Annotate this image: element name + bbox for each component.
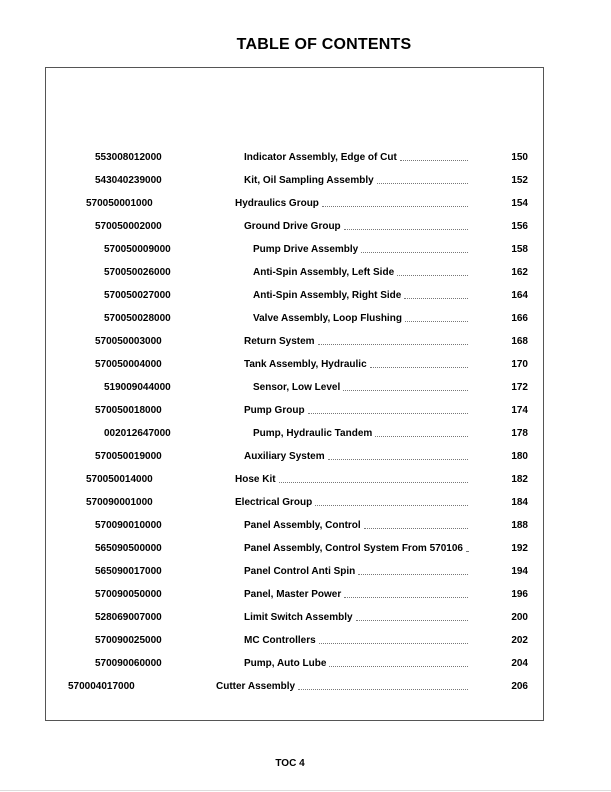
dot-leader [356,620,468,621]
dot-leader [466,551,468,552]
dot-leader [279,482,468,483]
page-number: 162 [511,267,528,278]
entry-title: Pump, Auto Lube [244,658,327,669]
entry-title-group [244,519,468,533]
part-number: 553008012000 [95,152,162,163]
part-number: 570050004000 [95,359,162,370]
toc-entry[interactable] [0,197,611,211]
toc-entry[interactable] [0,243,611,257]
entry-title-group [244,174,468,188]
part-number: 570050014000 [86,474,153,485]
entry-title: Kit, Oil Sampling Assembly [244,175,374,186]
entry-title: Panel Assembly, Control System From 570106 [244,543,463,554]
entry-title: MC Controllers [244,635,316,646]
entry-title-group [235,197,468,211]
dot-leader [319,643,468,644]
part-number: 565090017000 [95,566,162,577]
toc-entry[interactable] [0,680,611,694]
page-number: 170 [511,359,528,370]
entry-title: Pump Group [244,405,305,416]
entry-title: Cutter Assembly [216,681,296,692]
entry-title-group [244,634,468,648]
entry-title-group [216,680,468,694]
entry-title-group [244,151,468,165]
dot-leader [377,183,468,184]
dot-leader [400,160,468,161]
page-number: 154 [511,198,528,209]
page-number: 172 [511,382,528,393]
part-number: 570090060000 [95,658,162,669]
entry-title-group [253,381,468,395]
dot-leader [329,666,468,667]
dot-leader [322,206,468,207]
page-number: 150 [511,152,528,163]
toc-entry[interactable] [0,565,611,579]
toc-entry[interactable] [0,542,611,556]
page-number: 164 [511,290,528,301]
dot-leader [308,413,468,414]
entry-title: Panel Control Anti Spin [244,566,356,577]
part-number: 570004017000 [68,681,135,692]
page-number: 158 [511,244,528,255]
entry-title: Electrical Group [235,497,313,508]
toc-entry[interactable] [0,381,611,395]
part-number: 570090025000 [95,635,162,646]
dot-leader [358,574,468,575]
toc-entry[interactable] [0,404,611,418]
toc-entry[interactable] [0,220,611,234]
entry-title-group [244,565,468,579]
page-number: 184 [511,497,528,508]
entry-title-group [244,542,468,556]
part-number: 570090050000 [95,589,162,600]
entry-title: Hose Kit [235,474,276,485]
page-number: 188 [511,520,528,531]
entry-title: Return System [244,336,315,347]
page-title: TABLE OF CONTENTS [236,36,412,53]
entry-title-group [244,358,468,372]
dot-leader [404,298,468,299]
entry-title: Hydraulics Group [235,198,319,209]
part-number: 565090500000 [95,543,162,554]
part-number: 570050001000 [86,198,153,209]
toc-entry[interactable] [0,427,611,441]
dot-leader [343,390,468,391]
entry-title: Anti-Spin Assembly, Right Side [253,290,402,301]
page-number: 156 [511,221,528,232]
part-number: 570090001000 [86,497,153,508]
part-number: 570050028000 [104,313,171,324]
entry-title-group [253,289,468,303]
entry-title-group [235,496,468,510]
entry-title: Panel Assembly, Control [244,520,361,531]
dot-leader [361,252,468,253]
toc-entry[interactable] [0,266,611,280]
page-number: 174 [511,405,528,416]
dot-leader [397,275,468,276]
page-number: 192 [511,543,528,554]
entry-title-group [244,611,468,625]
toc-entry[interactable] [0,611,611,625]
entry-title: Anti-Spin Assembly, Left Side [253,267,395,278]
page-number: 168 [511,336,528,347]
toc-entry[interactable] [0,312,611,326]
part-number: 570050009000 [104,244,171,255]
part-number: 570050019000 [95,451,162,462]
page-footer: TOC 4 [275,758,305,769]
dot-leader [364,528,468,529]
toc-entry[interactable] [0,657,611,671]
entry-title-group [244,220,468,234]
toc-entry[interactable] [0,450,611,464]
dot-leader [318,344,468,345]
part-number: 570050026000 [104,267,171,278]
part-number: 570090010000 [95,520,162,531]
toc-entry[interactable] [0,519,611,533]
bottom-divider [0,790,611,791]
dot-leader [344,597,468,598]
entry-title: Limit Switch Assembly [244,612,353,623]
part-number: 570050018000 [95,405,162,416]
toc-entry[interactable] [0,473,611,487]
page-number: 180 [511,451,528,462]
page-number: 194 [511,566,528,577]
entry-title-group [253,427,468,441]
entry-title-group [244,657,468,671]
entry-title: Tank Assembly, Hydraulic [244,359,367,370]
entry-title: Panel, Master Power [244,589,342,600]
dot-leader [375,436,468,437]
page-number: 178 [511,428,528,439]
entry-title-group [253,312,468,326]
part-number: 002012647000 [104,428,171,439]
page-number: 202 [511,635,528,646]
entry-title: Pump Drive Assembly [253,244,359,255]
dot-leader [405,321,468,322]
entry-title-group [235,473,468,487]
part-number: 519009044000 [104,382,171,393]
page-number: 196 [511,589,528,600]
entry-title-group [253,243,468,257]
entry-title: Ground Drive Group [244,221,341,232]
entry-title: Pump, Hydraulic Tandem [253,428,373,439]
part-number: 570050002000 [95,221,162,232]
toc-entry[interactable] [0,634,611,648]
toc-entry[interactable] [0,151,611,165]
dot-leader [344,229,468,230]
dot-leader [298,689,468,690]
dot-leader [315,505,468,506]
dot-leader [370,367,468,368]
entry-title-group [244,404,468,418]
part-number: 570050003000 [95,336,162,347]
toc-entry[interactable] [0,496,611,510]
entry-title: Valve Assembly, Loop Flushing [253,313,402,324]
page-number: 206 [511,681,528,692]
entry-title: Indicator Assembly, Edge of Cut [244,152,397,163]
page-number: 204 [511,658,528,669]
dot-leader [328,459,468,460]
page-number: 152 [511,175,528,186]
page-number: 182 [511,474,528,485]
entry-title: Auxiliary System [244,451,325,462]
page-number: 166 [511,313,528,324]
part-number: 543040239000 [95,175,162,186]
page-number: 200 [511,612,528,623]
toc-entry[interactable] [0,335,611,349]
toc-entry[interactable] [0,174,611,188]
part-number: 528069007000 [95,612,162,623]
toc-entry[interactable] [0,289,611,303]
entry-title-group [244,450,468,464]
entry-title: Sensor, Low Level [253,382,341,393]
toc-entry[interactable] [0,358,611,372]
entry-title-group [253,266,468,280]
entry-title-group [244,335,468,349]
part-number: 570050027000 [104,290,171,301]
toc-entry[interactable] [0,588,611,602]
entry-title-group [244,588,468,602]
